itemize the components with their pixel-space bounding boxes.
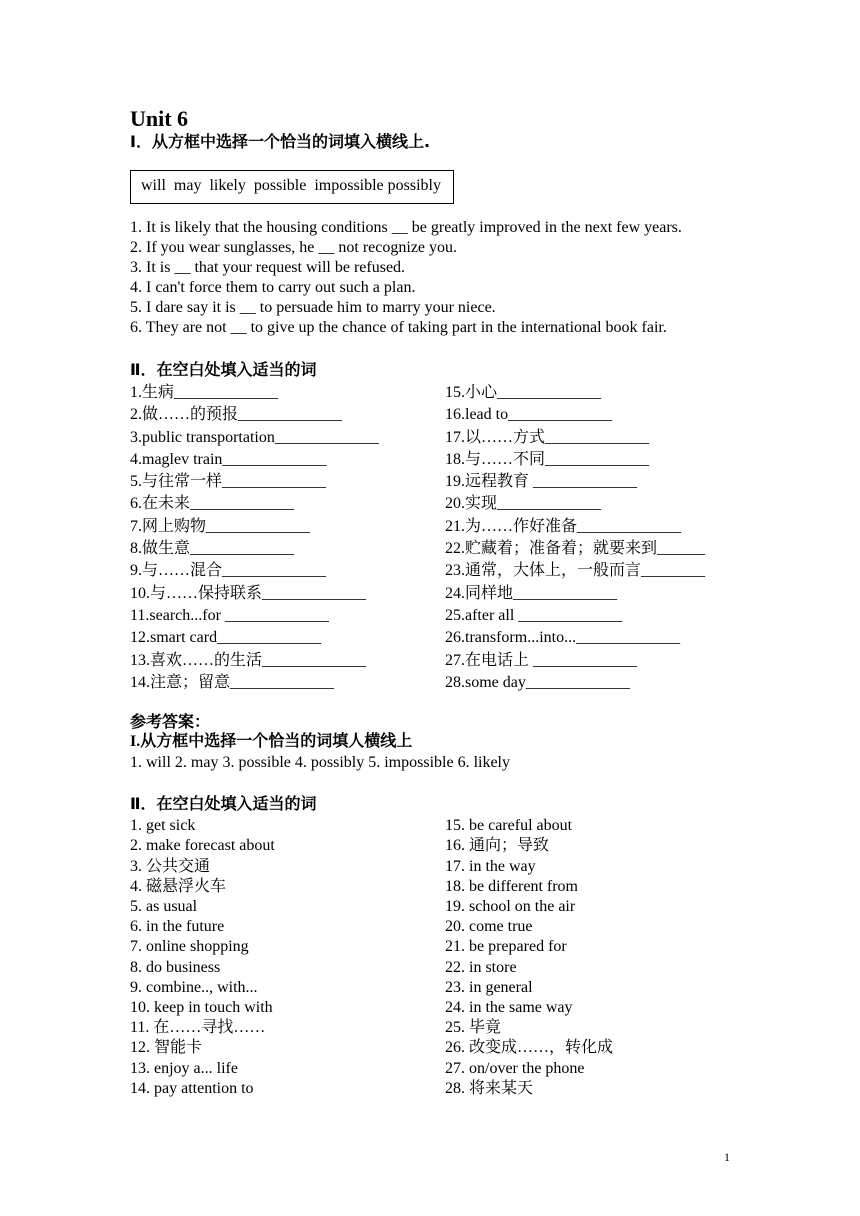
fill-item: 25.after all _____________ (445, 606, 623, 624)
fill-item: 27.在电话上 _____________ (445, 651, 638, 669)
answer-item: 26. 改变成……，转化成 (445, 1039, 614, 1057)
answer-item: 19. school on the air (445, 897, 576, 915)
sentence: 3. It is __ that your request will be refused. (130, 259, 406, 276)
section1-sentences (130, 218, 750, 338)
answer-item: 1. get sick (130, 817, 196, 835)
answer-item: 28. 将来某天 (445, 1079, 534, 1097)
section2-right-column (445, 382, 750, 694)
fill-item: 21.为……作好准备_____________ (445, 517, 682, 535)
answer-item: 8. do business (130, 958, 221, 976)
unit-title: Unit 6 (130, 106, 189, 131)
section2-heading: Ⅱ．在空白处填入适当的词 (130, 360, 317, 379)
fill-item: 28.some day_____________ (445, 673, 630, 691)
section2-items (130, 382, 750, 694)
sentence: 1. It is likely that the housing conditions __ be greatly improved in the next few years. (130, 219, 682, 236)
fill-item: 15.小心_____________ (445, 384, 602, 401)
answer-item: 22. in store (445, 958, 517, 976)
answer-item: 12. 智能卡 (130, 1039, 203, 1057)
answer-item: 25. 毕竟 (445, 1019, 502, 1037)
fill-item: 5.与往常一样_____________ (130, 473, 327, 491)
answer-item: 3. 公共交通 (130, 857, 211, 875)
answers-heading: 参考答案： (130, 712, 211, 732)
fill-item: 23.通常，大体上，一般而言________ (445, 562, 706, 580)
answer-item: 17. in the way (445, 857, 536, 875)
fill-item: 1.生病_____________ (130, 384, 279, 401)
answer-item: 20. come true (445, 918, 533, 936)
fill-item: 16.lead to_____________ (445, 406, 613, 424)
fill-item: 9.与……混合_____________ (130, 562, 327, 580)
page-number: 1 (724, 1150, 730, 1164)
answers-part2-items (130, 816, 750, 1099)
answer-item: 6. in the future (130, 918, 225, 936)
answer-item: 4. 磁悬浮火车 (130, 877, 227, 895)
answer-item: 2. make forecast about (130, 837, 275, 855)
answer-item: 9. combine.., with... (130, 978, 258, 996)
answer-item: 24. in the same way (445, 998, 573, 1016)
fill-item: 12.smart card_____________ (130, 629, 322, 647)
section1-heading: I．从方框中选择一个恰当的词填入横线上. (130, 132, 431, 151)
answer-item: 23. in general (445, 978, 533, 996)
answers-part2-heading: Ⅱ．在空白处填入适当的词 (130, 794, 317, 814)
fill-item: 6.在未来_____________ (130, 495, 295, 513)
answer-item: 14. pay attention to (130, 1079, 254, 1097)
answer-item: 15. be careful about (445, 817, 573, 835)
fill-item: 26.transform...into..._____________ (445, 629, 681, 647)
answer-item: 21. be prepared for (445, 938, 567, 956)
fill-item: 7.网上购物_____________ (130, 517, 311, 535)
fill-item: 18.与……不同_____________ (445, 450, 650, 468)
fill-item: 17.以……方式_____________ (445, 428, 650, 446)
sentence: 2. If you wear sunglasses, he __ not recognize you. (130, 239, 458, 256)
fill-item: 20.实现_____________ (445, 495, 602, 513)
answer-item: 10. keep in touch with (130, 998, 273, 1016)
fill-item: 13.喜欢……的生活_____________ (130, 651, 367, 669)
answers-part1-line: 1. will 2. may 3. possible 4. possibly 5. impossible 6. likely (130, 754, 510, 772)
section2-left-column (130, 382, 445, 694)
sentence: 6. They are not __ to give up the chance of taking part in the international book fair. (130, 319, 667, 336)
answer-item: 27. on/over the phone (445, 1059, 585, 1077)
answer-item: 11. 在……寻找…… (130, 1019, 266, 1037)
fill-item: 4.maglev train_____________ (130, 450, 327, 468)
answer-item: 18. be different from (445, 877, 578, 895)
fill-item: 11.search...for _____________ (130, 606, 329, 624)
fill-item: 22.贮藏着；准备着；就要来到______ (445, 540, 706, 558)
answer-item: 13. enjoy a... life (130, 1059, 238, 1077)
fill-item: 2.做……的预报_____________ (130, 406, 343, 424)
fill-item: 10.与……保持联系_____________ (130, 584, 367, 602)
fill-item: 3.public transportation_____________ (130, 428, 379, 446)
document-page (130, 106, 750, 1099)
answer-item: 16. 通向；导致 (445, 837, 550, 855)
answer-item: 5. as usual (130, 897, 198, 915)
word-box: will may likely possible impossible possibly (130, 170, 454, 204)
answer-item: 7. online shopping (130, 938, 249, 956)
answers-right-column (445, 816, 750, 1099)
answers-left-column (130, 816, 445, 1099)
sentence: 5. I dare say it is __ to persuade him to marry your niece. (130, 299, 496, 316)
fill-item: 19.远程教育 _____________ (445, 473, 638, 491)
fill-item: 24.同样地_____________ (445, 584, 618, 602)
fill-item: 8.做生意_____________ (130, 540, 295, 558)
fill-item: 14.注意；留意_____________ (130, 673, 335, 691)
sentence: 4. I can't force them to carry out such a plan. (130, 279, 416, 296)
answers-part1-heading: I.从方框中选择一个恰当的词填人横线上 (130, 733, 413, 751)
